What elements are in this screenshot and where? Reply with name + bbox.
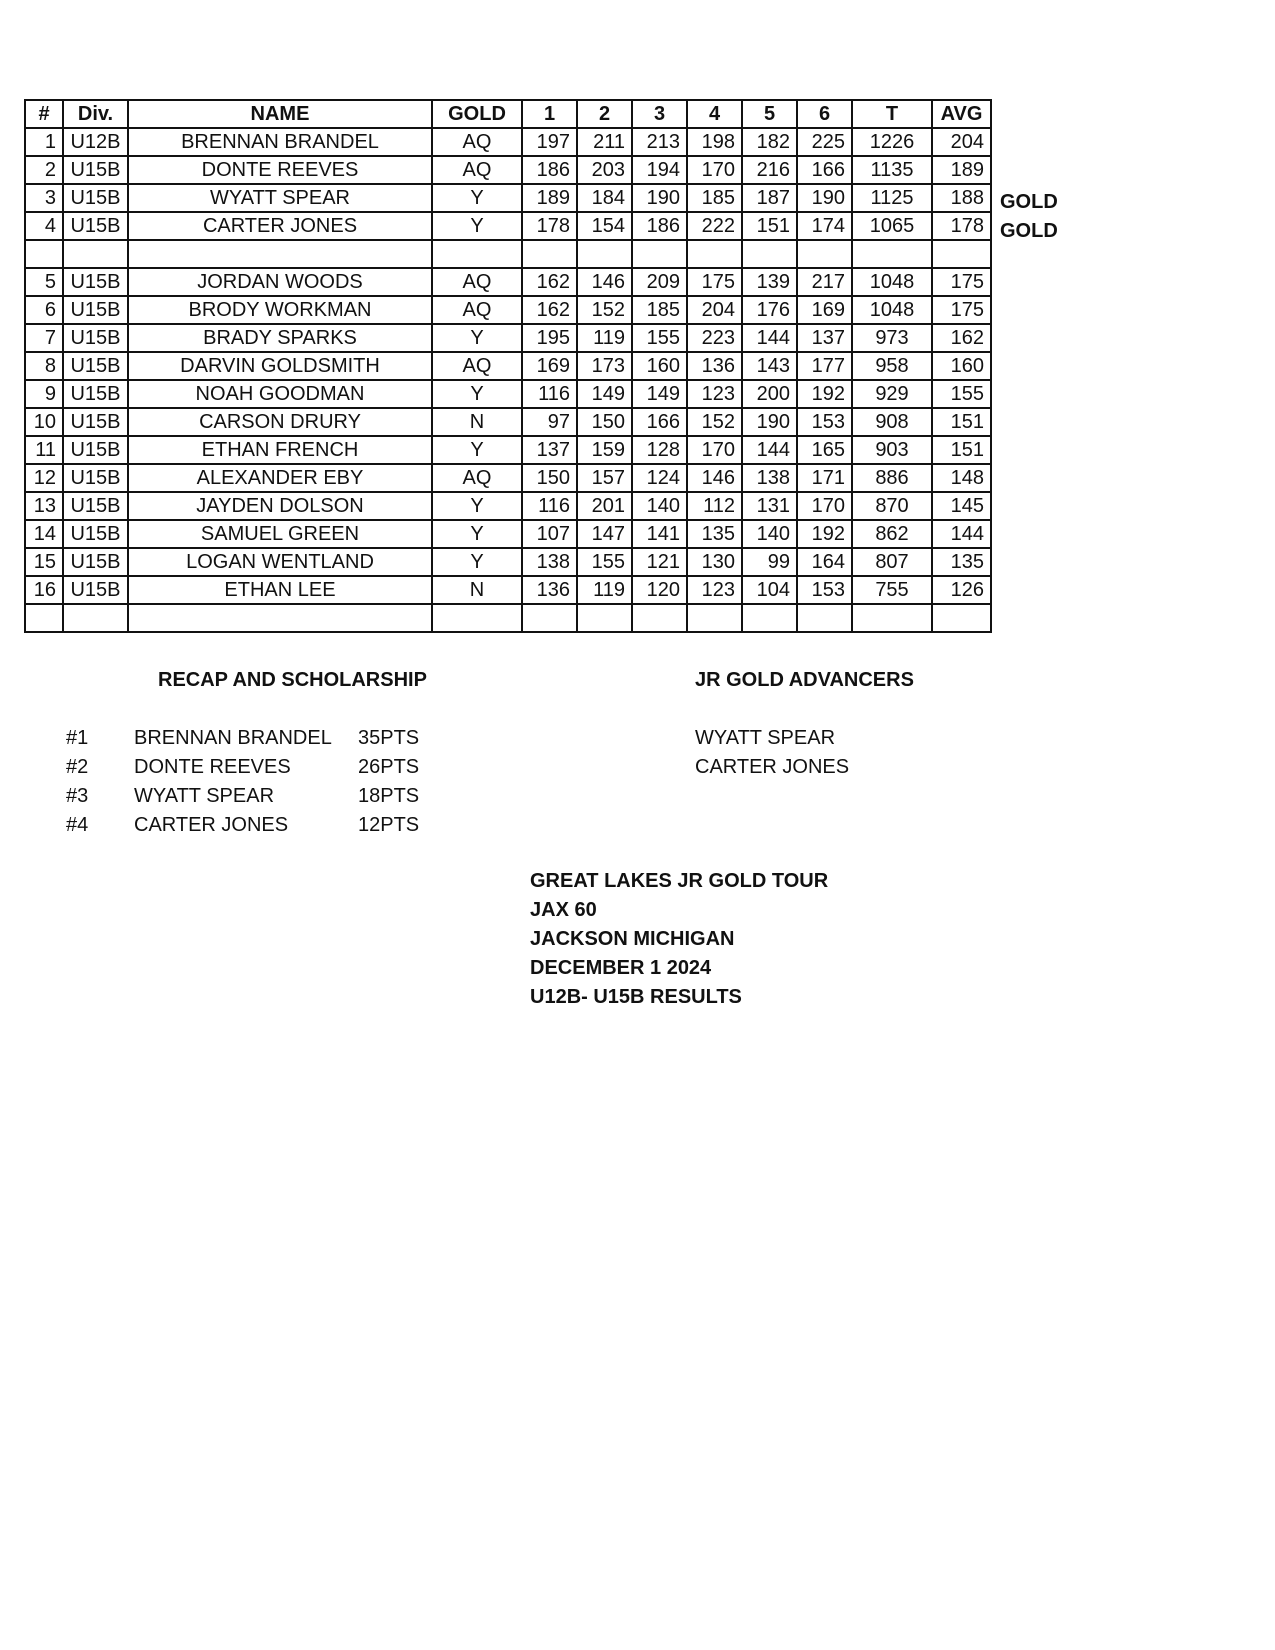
row-game-6: 169	[797, 296, 852, 324]
table-row	[25, 492, 991, 520]
row-game-1: 137	[522, 436, 577, 464]
recap-points: 26PTS	[358, 756, 420, 778]
table-row	[25, 436, 991, 464]
row-game-4: 222	[687, 212, 742, 240]
header-game-5: 5	[742, 100, 797, 128]
row-game-5: 190	[742, 408, 797, 436]
blank-cell	[128, 604, 432, 632]
row-total: 870	[852, 492, 932, 520]
row-game-1: 116	[522, 492, 577, 520]
footer-line: DECEMBER 1 2024	[530, 957, 712, 979]
row-gold-status: AQ	[432, 296, 522, 324]
row-division: U15B	[63, 268, 128, 296]
table-row	[25, 156, 991, 184]
row-average: 155	[932, 380, 991, 408]
row-average: 162	[932, 324, 991, 352]
recap-rank: #1	[66, 727, 89, 749]
row-game-4: 146	[687, 464, 742, 492]
row-average: 189	[932, 156, 991, 184]
row-game-1: 197	[522, 128, 577, 156]
blank-cell	[687, 240, 742, 268]
blank-cell	[577, 240, 632, 268]
table-row	[25, 128, 991, 156]
row-game-1: 178	[522, 212, 577, 240]
row-total: 1048	[852, 268, 932, 296]
row-game-5: 176	[742, 296, 797, 324]
row-game-4: 198	[687, 128, 742, 156]
row-game-5: 99	[742, 548, 797, 576]
gold-flag: GOLD	[1000, 191, 1058, 213]
row-rank: 16	[25, 576, 63, 604]
row-game-3: 155	[632, 324, 687, 352]
row-game-5: 131	[742, 492, 797, 520]
row-name: WYATT SPEAR	[128, 184, 432, 212]
row-gold-status: Y	[432, 184, 522, 212]
row-average: 175	[932, 268, 991, 296]
blank-cell	[742, 604, 797, 632]
header-game-3: 3	[632, 100, 687, 128]
row-rank: 4	[25, 212, 63, 240]
row-game-2: 211	[577, 128, 632, 156]
row-gold-status: AQ	[432, 464, 522, 492]
table-row	[25, 352, 991, 380]
row-rank: 6	[25, 296, 63, 324]
row-game-5: 216	[742, 156, 797, 184]
row-game-2: 184	[577, 184, 632, 212]
row-name: NOAH GOODMAN	[128, 380, 432, 408]
row-total: 973	[852, 324, 932, 352]
table-row	[25, 380, 991, 408]
row-name: LOGAN WENTLAND	[128, 548, 432, 576]
row-name: DARVIN GOLDSMITH	[128, 352, 432, 380]
advancers-title: JR GOLD ADVANCERS	[695, 669, 914, 691]
row-game-4: 112	[687, 492, 742, 520]
row-rank: 2	[25, 156, 63, 184]
row-game-4: 135	[687, 520, 742, 548]
row-game-5: 144	[742, 324, 797, 352]
results-table-wrapper	[24, 99, 992, 633]
header-name: NAME	[128, 100, 432, 128]
footer-line: GREAT LAKES JR GOLD TOUR	[530, 870, 829, 892]
table-row	[25, 184, 991, 212]
row-game-1: 107	[522, 520, 577, 548]
row-game-5: 143	[742, 352, 797, 380]
row-total: 886	[852, 464, 932, 492]
row-total: 807	[852, 548, 932, 576]
row-game-5: 140	[742, 520, 797, 548]
row-game-3: 194	[632, 156, 687, 184]
row-total: 958	[852, 352, 932, 380]
row-game-2: 152	[577, 296, 632, 324]
row-division: U15B	[63, 464, 128, 492]
recap-points: 35PTS	[358, 727, 420, 749]
row-gold-status: Y	[432, 520, 522, 548]
row-division: U12B	[63, 128, 128, 156]
header-total: T	[852, 100, 932, 128]
row-game-2: 154	[577, 212, 632, 240]
table-row	[25, 268, 991, 296]
row-game-5: 144	[742, 436, 797, 464]
row-name: BRENNAN BRANDEL	[128, 128, 432, 156]
row-division: U15B	[63, 408, 128, 436]
row-game-2: 119	[577, 324, 632, 352]
row-game-1: 195	[522, 324, 577, 352]
row-game-1: 138	[522, 548, 577, 576]
row-game-4: 130	[687, 548, 742, 576]
row-average: 151	[932, 436, 991, 464]
row-total: 903	[852, 436, 932, 464]
results-table-body	[25, 128, 991, 632]
row-total: 1065	[852, 212, 932, 240]
gold-flag: GOLD	[1000, 220, 1058, 242]
row-average: 135	[932, 548, 991, 576]
recap-name: CARTER JONES	[134, 814, 289, 836]
row-total: 755	[852, 576, 932, 604]
row-game-5: 104	[742, 576, 797, 604]
row-gold-status: Y	[432, 324, 522, 352]
row-division: U15B	[63, 492, 128, 520]
row-game-3: 124	[632, 464, 687, 492]
row-game-1: 162	[522, 296, 577, 324]
table-row	[25, 296, 991, 324]
row-division: U15B	[63, 212, 128, 240]
row-rank: 10	[25, 408, 63, 436]
table-header-row	[25, 100, 991, 128]
row-name: JORDAN WOODS	[128, 268, 432, 296]
footer-line: JACKSON MICHIGAN	[530, 928, 735, 950]
row-game-6: 165	[797, 436, 852, 464]
row-game-5: 139	[742, 268, 797, 296]
row-gold-status: Y	[432, 436, 522, 464]
row-rank: 14	[25, 520, 63, 548]
row-rank: 5	[25, 268, 63, 296]
row-name: BRODY WORKMAN	[128, 296, 432, 324]
row-game-3: 140	[632, 492, 687, 520]
row-game-1: 136	[522, 576, 577, 604]
blank-cell	[63, 240, 128, 268]
row-average: 144	[932, 520, 991, 548]
row-game-5: 187	[742, 184, 797, 212]
row-average: 160	[932, 352, 991, 380]
row-total: 908	[852, 408, 932, 436]
footer-line: JAX 60	[530, 899, 597, 921]
row-rank: 13	[25, 492, 63, 520]
row-game-6: 170	[797, 492, 852, 520]
recap-rank: #3	[66, 785, 89, 807]
header-game-1: 1	[522, 100, 577, 128]
row-game-6: 177	[797, 352, 852, 380]
advancer-name: CARTER JONES	[695, 756, 850, 778]
row-division: U15B	[63, 296, 128, 324]
row-game-6: 166	[797, 156, 852, 184]
blank-cell	[742, 240, 797, 268]
row-game-1: 97	[522, 408, 577, 436]
row-game-1: 189	[522, 184, 577, 212]
row-game-3: 121	[632, 548, 687, 576]
row-game-6: 192	[797, 520, 852, 548]
blank-cell	[932, 240, 991, 268]
header-game-6: 6	[797, 100, 852, 128]
row-game-3: 185	[632, 296, 687, 324]
row-game-1: 116	[522, 380, 577, 408]
blank-cell	[797, 240, 852, 268]
row-average: 145	[932, 492, 991, 520]
row-average: 175	[932, 296, 991, 324]
table-row	[25, 212, 991, 240]
table-row	[25, 324, 991, 352]
table-row	[25, 576, 991, 604]
row-game-3: 141	[632, 520, 687, 548]
row-division: U15B	[63, 520, 128, 548]
row-game-1: 186	[522, 156, 577, 184]
row-game-6: 153	[797, 408, 852, 436]
blank-row	[25, 604, 991, 632]
blank-cell	[128, 240, 432, 268]
row-division: U15B	[63, 324, 128, 352]
row-total: 929	[852, 380, 932, 408]
blank-cell	[522, 604, 577, 632]
row-gold-status: AQ	[432, 268, 522, 296]
recap-rank: #4	[66, 814, 89, 836]
row-total: 1226	[852, 128, 932, 156]
row-game-3: 213	[632, 128, 687, 156]
table-row	[25, 520, 991, 548]
row-gold-status: N	[432, 576, 522, 604]
row-game-3: 209	[632, 268, 687, 296]
row-gold-status: AQ	[432, 156, 522, 184]
blank-cell	[852, 604, 932, 632]
blank-cell	[432, 240, 522, 268]
row-name: JAYDEN DOLSON	[128, 492, 432, 520]
row-game-5: 200	[742, 380, 797, 408]
row-game-3: 149	[632, 380, 687, 408]
row-rank: 1	[25, 128, 63, 156]
row-game-6: 217	[797, 268, 852, 296]
blank-cell	[432, 604, 522, 632]
footer-line: U12B- U15B RESULTS	[530, 986, 742, 1008]
row-division: U15B	[63, 156, 128, 184]
row-game-2: 157	[577, 464, 632, 492]
blank-cell	[632, 240, 687, 268]
header-game-4: 4	[687, 100, 742, 128]
row-division: U15B	[63, 576, 128, 604]
blank-row	[25, 240, 991, 268]
row-game-5: 182	[742, 128, 797, 156]
row-game-2: 149	[577, 380, 632, 408]
row-game-4: 204	[687, 296, 742, 324]
advancer-name: WYATT SPEAR	[695, 727, 836, 749]
row-game-2: 201	[577, 492, 632, 520]
row-game-2: 155	[577, 548, 632, 576]
row-game-6: 190	[797, 184, 852, 212]
row-game-2: 146	[577, 268, 632, 296]
row-name: BRADY SPARKS	[128, 324, 432, 352]
row-gold-status: Y	[432, 548, 522, 576]
row-average: 151	[932, 408, 991, 436]
row-game-6: 137	[797, 324, 852, 352]
row-rank: 11	[25, 436, 63, 464]
row-game-6: 171	[797, 464, 852, 492]
row-gold-status: Y	[432, 380, 522, 408]
row-name: DONTE REEVES	[128, 156, 432, 184]
row-division: U15B	[63, 380, 128, 408]
table-row	[25, 548, 991, 576]
blank-cell	[63, 604, 128, 632]
results-table	[24, 99, 992, 633]
row-game-4: 123	[687, 380, 742, 408]
row-total: 1048	[852, 296, 932, 324]
row-name: CARTER JONES	[128, 212, 432, 240]
row-division: U15B	[63, 436, 128, 464]
row-game-3: 120	[632, 576, 687, 604]
row-name: CARSON DRURY	[128, 408, 432, 436]
blank-cell	[852, 240, 932, 268]
row-game-2: 147	[577, 520, 632, 548]
recap-points: 18PTS	[358, 785, 420, 807]
row-rank: 8	[25, 352, 63, 380]
recap-name: BRENNAN BRANDEL	[134, 727, 332, 749]
row-average: 148	[932, 464, 991, 492]
blank-cell	[932, 604, 991, 632]
row-gold-status: N	[432, 408, 522, 436]
row-game-2: 203	[577, 156, 632, 184]
row-game-6: 192	[797, 380, 852, 408]
row-gold-status: Y	[432, 212, 522, 240]
table-row	[25, 408, 991, 436]
row-game-5: 151	[742, 212, 797, 240]
header-average: AVG	[932, 100, 991, 128]
row-name: ALEXANDER EBY	[128, 464, 432, 492]
row-name: SAMUEL GREEN	[128, 520, 432, 548]
blank-cell	[522, 240, 577, 268]
blank-cell	[632, 604, 687, 632]
row-game-4: 223	[687, 324, 742, 352]
row-game-2: 119	[577, 576, 632, 604]
row-game-4: 175	[687, 268, 742, 296]
row-game-6: 164	[797, 548, 852, 576]
row-gold-status: AQ	[432, 128, 522, 156]
header-rank: #	[25, 100, 63, 128]
blank-cell	[687, 604, 742, 632]
row-game-2: 150	[577, 408, 632, 436]
row-division: U15B	[63, 184, 128, 212]
row-game-5: 138	[742, 464, 797, 492]
recap-rank: #2	[66, 756, 89, 778]
row-average: 204	[932, 128, 991, 156]
recap-title: RECAP AND SCHOLARSHIP	[158, 669, 427, 691]
row-game-1: 150	[522, 464, 577, 492]
header-gold: GOLD	[432, 100, 522, 128]
blank-cell	[797, 604, 852, 632]
row-game-3: 128	[632, 436, 687, 464]
header-div: Div.	[63, 100, 128, 128]
row-game-1: 169	[522, 352, 577, 380]
row-game-4: 170	[687, 156, 742, 184]
header-game-2: 2	[577, 100, 632, 128]
row-rank: 15	[25, 548, 63, 576]
row-division: U15B	[63, 548, 128, 576]
blank-cell	[25, 604, 63, 632]
row-total: 1125	[852, 184, 932, 212]
row-rank: 9	[25, 380, 63, 408]
row-total: 862	[852, 520, 932, 548]
row-average: 178	[932, 212, 991, 240]
row-game-3: 190	[632, 184, 687, 212]
row-game-4: 185	[687, 184, 742, 212]
table-row	[25, 464, 991, 492]
row-rank: 3	[25, 184, 63, 212]
row-game-3: 186	[632, 212, 687, 240]
row-game-4: 123	[687, 576, 742, 604]
row-gold-status: AQ	[432, 352, 522, 380]
row-total: 1135	[852, 156, 932, 184]
row-game-6: 225	[797, 128, 852, 156]
blank-cell	[577, 604, 632, 632]
row-game-4: 136	[687, 352, 742, 380]
row-gold-status: Y	[432, 492, 522, 520]
row-game-6: 174	[797, 212, 852, 240]
recap-name: DONTE REEVES	[134, 756, 291, 778]
blank-cell	[25, 240, 63, 268]
row-average: 126	[932, 576, 991, 604]
row-game-2: 159	[577, 436, 632, 464]
row-rank: 12	[25, 464, 63, 492]
row-game-3: 160	[632, 352, 687, 380]
row-game-1: 162	[522, 268, 577, 296]
row-division: U15B	[63, 352, 128, 380]
row-game-4: 170	[687, 436, 742, 464]
row-average: 188	[932, 184, 991, 212]
recap-name: WYATT SPEAR	[134, 785, 275, 807]
row-name: ETHAN FRENCH	[128, 436, 432, 464]
row-game-3: 166	[632, 408, 687, 436]
recap-points: 12PTS	[358, 814, 420, 836]
row-name: ETHAN LEE	[128, 576, 432, 604]
row-game-6: 153	[797, 576, 852, 604]
row-rank: 7	[25, 324, 63, 352]
row-game-4: 152	[687, 408, 742, 436]
row-game-2: 173	[577, 352, 632, 380]
